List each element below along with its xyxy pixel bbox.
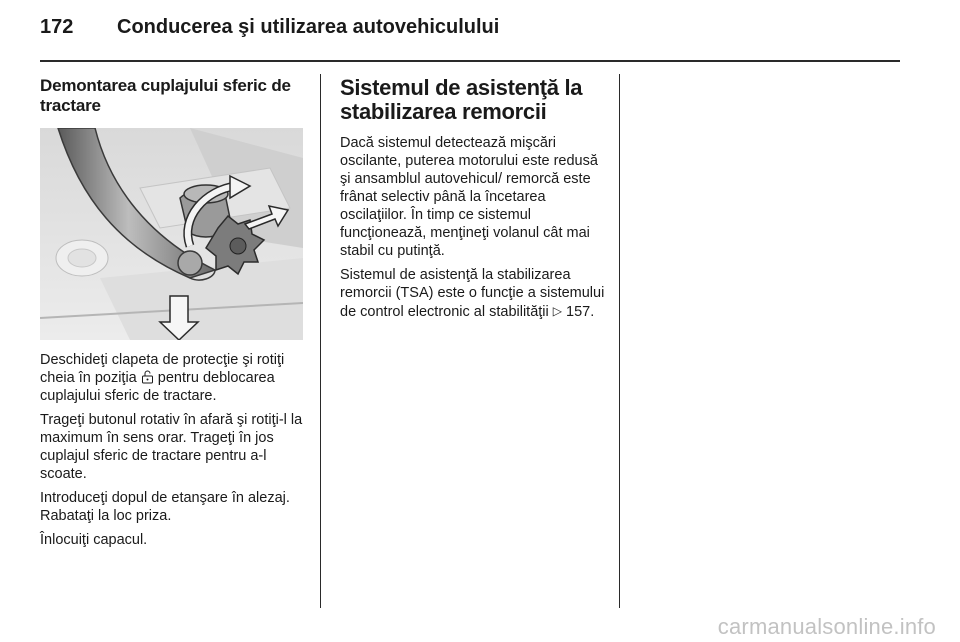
column-divider-1 (320, 74, 321, 608)
paragraph: Înlocuiţi capacul. (40, 532, 148, 548)
watermark: carmanualsonline.info (717, 614, 936, 639)
section-heading-tow-ball: Demontarea cuplajului sferic de tractare (40, 76, 291, 115)
left-column-body (40, 351, 312, 555)
middle-column-body (340, 134, 606, 327)
paragraph (340, 266, 606, 321)
column-divider-2 (619, 74, 620, 608)
page-number: 172 (40, 16, 74, 38)
section-heading-tsa: Sistemul de asistenţă la stabilizarea remorcii (340, 75, 583, 124)
header-divider (40, 60, 900, 62)
paragraph: Trageţi butonul rotativ în afară şi rotiţi-l la maximum în sens orar. Trageţi în jos cuplajul sferic de tractare pentru a-l scoate. (40, 412, 303, 482)
paragraph-text: Deschideţi clapeta de protecţie şi rotiţi cheia în poziţia (40, 352, 285, 386)
middle-column (340, 76, 602, 124)
paragraph: Dacă sistemul detectează mişcări oscilante, puterea motorului este redusă şi ansamblul autovehicul/ remorcă este frânat selectiv până la încetarea oscilaţiilor. În timp ce sistemul funcţionează, menţineţi volanul cât mai stabil cu putinţă. (340, 135, 598, 259)
paragraph-text: pentru deblocarea cuplajului sferic de tractare. (40, 370, 275, 404)
tow-ball-removal-illustration (40, 128, 303, 340)
page-header (40, 16, 900, 60)
paragraph: Introduceţi dopul de etanşare în alezaj. Rabataţi la loc priza. (40, 490, 290, 524)
paragraph-text: Sistemul de asistenţă la stabilizarea remorcii (TSA) este o funcţie a sistemului de control electronic al stabilităţii (340, 267, 605, 320)
page-reference-arrow-icon: ▷ (552, 304, 563, 318)
page-reference-link[interactable]: 157. (566, 304, 595, 320)
left-column (40, 76, 308, 116)
paragraph (40, 351, 312, 405)
page-title: Conducerea şi utilizarea autovehiculului (117, 16, 500, 38)
illustration-svg (40, 128, 303, 340)
unlock-icon (141, 370, 154, 384)
